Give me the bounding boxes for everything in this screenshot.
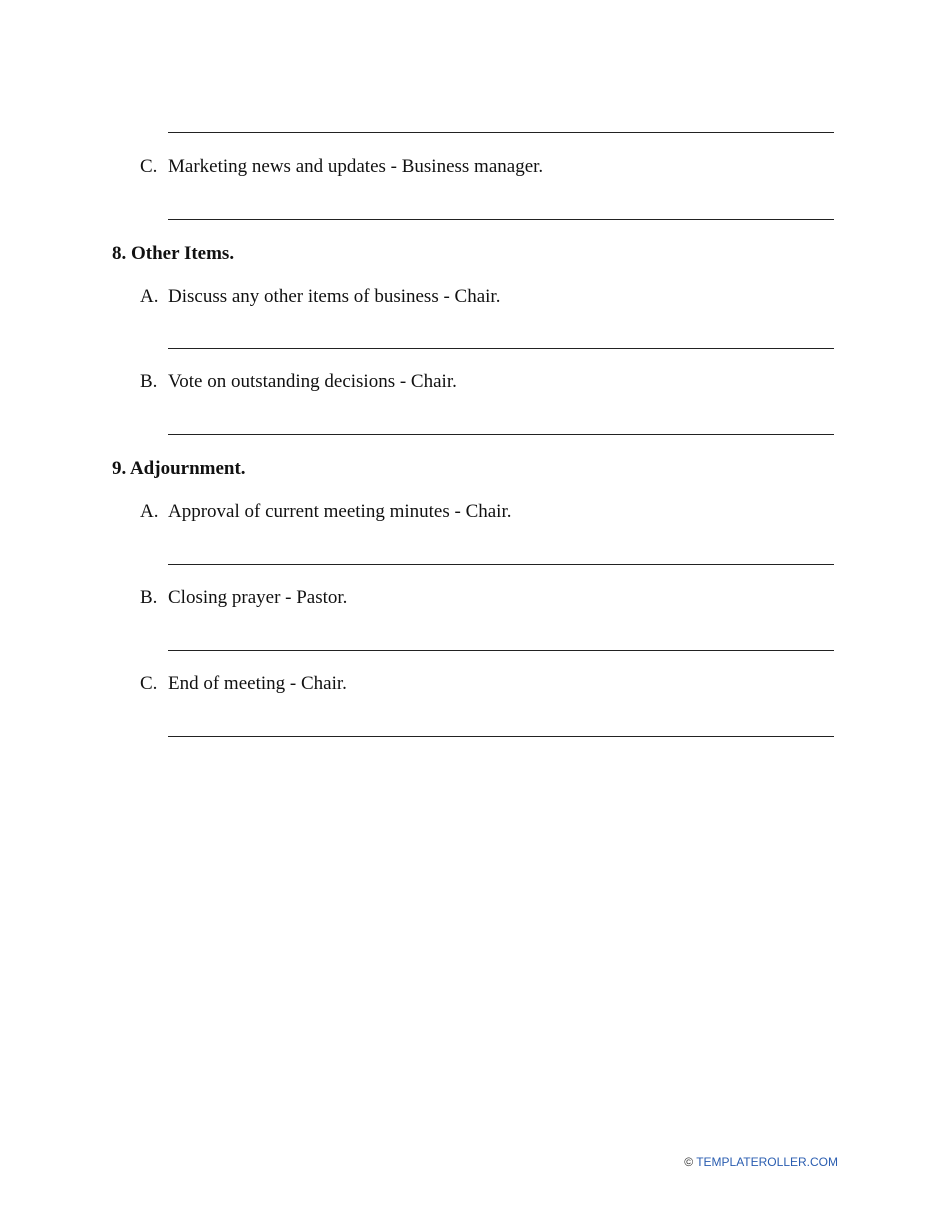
agenda-item-8a bbox=[140, 285, 500, 309]
item-letter: B. bbox=[140, 371, 158, 392]
agenda-item-7c bbox=[140, 155, 543, 179]
item-letter: C. bbox=[140, 156, 158, 177]
templateroller-link[interactable]: TEMPLATEROLLER.COM bbox=[696, 1155, 838, 1169]
answer-line[interactable] bbox=[168, 736, 834, 737]
answer-line[interactable] bbox=[168, 132, 834, 133]
agenda-item-9b bbox=[140, 586, 347, 610]
item-text: Vote on outstanding decisions - Chair. bbox=[168, 371, 457, 392]
answer-line[interactable] bbox=[168, 564, 834, 565]
answer-line[interactable] bbox=[168, 650, 834, 651]
item-text: Closing prayer - Pastor. bbox=[168, 587, 348, 608]
item-letter: C. bbox=[140, 673, 158, 694]
item-letter: A. bbox=[140, 501, 159, 522]
answer-line[interactable] bbox=[168, 434, 834, 435]
item-text: Discuss any other items of business - Chair. bbox=[168, 286, 501, 307]
item-letter: A. bbox=[140, 286, 159, 307]
copyright-icon: © bbox=[684, 1155, 694, 1169]
answer-line[interactable] bbox=[168, 348, 834, 349]
section-heading-other-items: 8. Other Items. bbox=[112, 243, 235, 264]
item-text: Approval of current meeting minutes - Chair. bbox=[168, 501, 512, 522]
item-text: Marketing news and updates - Business manager. bbox=[168, 156, 544, 177]
item-letter: B. bbox=[140, 587, 158, 608]
section-heading-adjournment: 9. Adjournment. bbox=[112, 458, 246, 479]
agenda-item-9c bbox=[140, 672, 347, 696]
item-text: End of meeting - Chair. bbox=[168, 673, 347, 694]
agenda-item-8b bbox=[140, 370, 457, 394]
footer-credit bbox=[684, 1155, 838, 1169]
agenda-item-9a bbox=[140, 500, 512, 524]
answer-line[interactable] bbox=[168, 219, 834, 220]
